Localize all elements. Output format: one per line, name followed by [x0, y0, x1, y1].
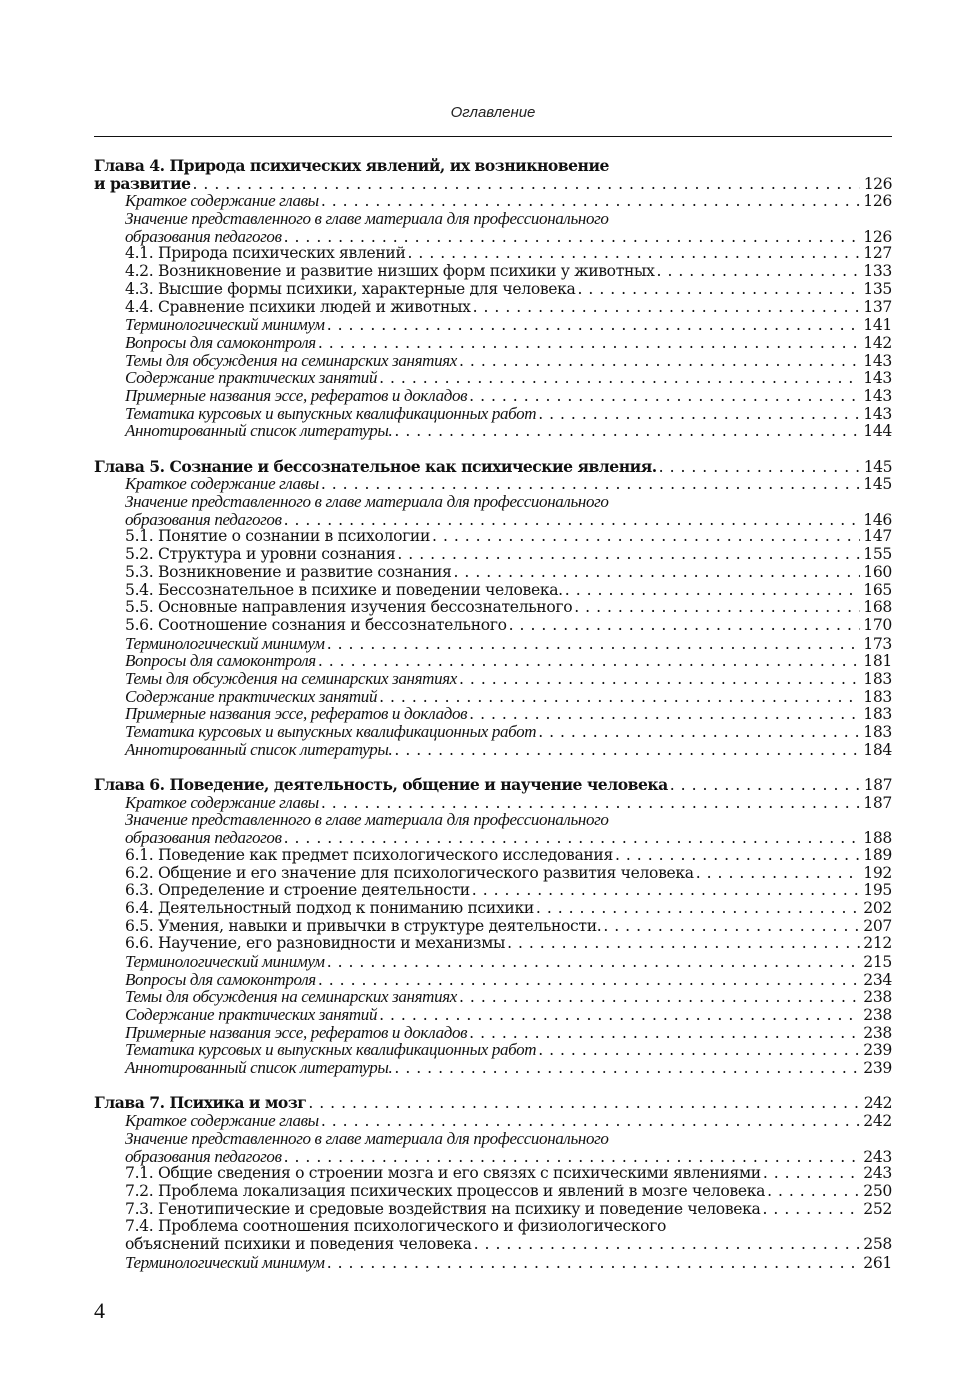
toc-entry[interactable]	[94, 635, 892, 653]
toc-entry[interactable]	[94, 900, 892, 918]
toc-entry-title: 7.2. Проблема локализация психических процессов и явлений в мозге человека	[125, 1181, 766, 1200]
toc-entry-page-number: 192	[863, 863, 892, 882]
toc-entry-title: 6.1. Поведение как предмет психологического исследования	[125, 845, 613, 864]
toc-entry-page-number: 183	[863, 687, 892, 706]
dot-leader	[394, 423, 860, 441]
toc-entry-title: 6.5. Умения, навыки и привычки в структуре деятельности.	[125, 916, 602, 935]
toc-entry-title: Темы для обсуждения на семинарских занятиях	[125, 668, 457, 688]
toc-entry-title: Темы для обсуждения на семинарских занятиях	[125, 987, 457, 1007]
dot-leader	[767, 1183, 860, 1201]
dot-leader	[763, 1201, 861, 1219]
toc-entry-cont-title: образования педагогов	[125, 509, 282, 529]
toc-entry[interactable]	[94, 723, 892, 741]
toc-entry[interactable]	[94, 334, 892, 352]
dot-leader	[459, 671, 860, 689]
toc-entry-title: 4.4. Сравнение психики людей и животных	[125, 297, 471, 316]
toc-entry-page-number: 183	[863, 705, 892, 724]
toc-entry-title: 7.4. Проблема соотношения психологического и физиологического	[125, 1217, 667, 1236]
chapter-heading-cont-title: и развитие	[94, 173, 191, 193]
toc-entry[interactable]	[94, 369, 892, 387]
toc-entry-page-number: 168	[863, 598, 892, 617]
chapter-heading-page-number: 145	[863, 457, 892, 476]
toc-entry[interactable]	[94, 422, 892, 440]
toc-entry-title: 6.3. Определение и строение деятельности	[125, 881, 470, 900]
toc-entry-title: Значение представленного в главе материала для профессионального	[125, 1128, 609, 1148]
toc-entry-page-number: 195	[863, 881, 892, 900]
toc-entry-page-number: 144	[863, 422, 892, 441]
dot-leader	[538, 406, 860, 424]
toc-entry-title: 5.3. Возникновение и развитие сознания	[125, 562, 452, 581]
toc-entry-page-number: 145	[863, 475, 892, 494]
chapter-heading[interactable]	[94, 776, 892, 794]
toc-entry-cont[interactable]	[94, 511, 892, 529]
toc-entry[interactable]	[94, 1130, 892, 1148]
toc-entry-page-number: 135	[863, 279, 892, 298]
dot-leader	[459, 989, 860, 1007]
toc-entry[interactable]	[94, 564, 892, 582]
toc-entry-title: Вопросы для самоконтроля	[125, 969, 316, 989]
dot-leader	[670, 776, 860, 795]
chapter-heading-title: Глава 6. Поведение, деятельность, общение и научение человека	[94, 775, 668, 795]
dot-leader	[327, 636, 860, 654]
dot-leader	[659, 458, 860, 477]
toc-entry[interactable]	[94, 865, 892, 883]
toc-entry-title: Аннотированный список литературы.	[125, 739, 393, 759]
toc-entry-page-number: 215	[863, 952, 892, 971]
toc-entry-title: Краткое содержание главы	[125, 792, 319, 812]
dot-leader	[507, 935, 860, 953]
toc-entry[interactable]	[94, 493, 892, 511]
toc-entry-title: 5.4. Бессознательное в психике и поведении человека.	[125, 580, 563, 599]
toc-entry[interactable]	[94, 316, 892, 334]
chapter-block	[94, 458, 892, 759]
toc-entry[interactable]	[94, 811, 892, 829]
toc-entry-page-number: 243	[863, 1164, 892, 1183]
dot-leader	[472, 882, 860, 900]
toc-entry[interactable]	[94, 387, 892, 405]
dot-leader	[538, 724, 860, 742]
toc-entry[interactable]	[94, 1041, 892, 1059]
toc-entry[interactable]	[94, 935, 892, 953]
toc-entry-page-number: 202	[863, 898, 892, 917]
dot-leader	[615, 847, 860, 865]
table-of-contents	[94, 157, 892, 1289]
toc-entry-page-number: 234	[863, 970, 892, 989]
toc-entry-cont[interactable]	[94, 1148, 892, 1166]
dot-leader	[394, 1060, 860, 1078]
chapter-heading[interactable]	[94, 157, 892, 175]
toc-entry[interactable]	[94, 1059, 892, 1077]
toc-entry-title: Примерные названия эссе, рефератов и докладов	[125, 1022, 468, 1042]
toc-entry[interactable]	[94, 741, 892, 759]
toc-entry-page-number: 252	[863, 1199, 892, 1218]
toc-entry-title: Значение представленного в главе материала для профессионального	[125, 209, 609, 229]
toc-entry-title: 6.2. Общение и его значение для психологического развития человека	[125, 863, 694, 882]
toc-entry-title: 7.1. Общие сведения о строении мозга и его связях с психическими явлениями	[125, 1164, 761, 1183]
toc-entry[interactable]	[94, 794, 892, 812]
chapter-block	[94, 776, 892, 1077]
toc-entry[interactable]	[94, 1254, 892, 1272]
toc-entry-title: Краткое содержание главы	[125, 474, 319, 494]
dot-leader	[763, 1165, 860, 1183]
toc-entry[interactable]	[94, 546, 892, 564]
dot-leader	[318, 335, 860, 353]
toc-entry[interactable]	[94, 263, 892, 281]
dot-leader	[473, 299, 860, 317]
toc-entry-title: 5.2. Структура и уровни сознания	[125, 545, 396, 564]
toc-entry[interactable]	[94, 1218, 892, 1236]
toc-entry-page-number: 147	[863, 527, 892, 546]
toc-entry[interactable]	[94, 1112, 892, 1130]
dot-leader	[696, 865, 860, 883]
dot-leader	[536, 900, 860, 918]
toc-entry-title: 4.1. Природа психических явлений	[125, 244, 406, 263]
dot-leader	[657, 263, 860, 281]
toc-entry-title: Примерные названия эссе, рефератов и докладов	[125, 385, 468, 405]
dot-leader	[327, 954, 860, 972]
toc-entry-page-number: 187	[863, 793, 892, 812]
toc-entry-cont-page-number: 126	[863, 227, 892, 246]
toc-entry-cont-title: объяснений психики и поведения человека	[125, 1234, 472, 1253]
toc-entry-page-number: 143	[863, 404, 892, 423]
dot-leader	[574, 599, 860, 617]
dot-leader	[603, 918, 860, 936]
toc-entry-title: 6.6. Научение, его разновидности и механизмы	[125, 934, 506, 953]
toc-entry-cont-page-number: 258	[863, 1234, 892, 1253]
toc-entry-title: Примерные названия эссе, рефератов и докладов	[125, 704, 468, 724]
chapter-heading-title: Глава 5. Сознание и бессознательное как психические явления.	[94, 456, 657, 476]
toc-entry-cont-title: образования педагогов	[125, 1146, 282, 1166]
toc-entry[interactable]	[94, 352, 892, 370]
dot-leader	[454, 564, 860, 582]
toc-entry-cont-page-number: 146	[863, 510, 892, 529]
toc-entry-page-number: 183	[863, 669, 892, 688]
toc-entry-title: Терминологический минимум	[125, 315, 325, 335]
dot-leader	[459, 353, 860, 371]
dot-leader	[397, 546, 860, 564]
toc-entry[interactable]	[94, 882, 892, 900]
toc-entry[interactable]	[94, 528, 892, 546]
dot-leader	[578, 281, 860, 299]
chapter-heading-cont-page-number: 126	[863, 174, 892, 193]
toc-entry-page-number: 143	[863, 369, 892, 388]
toc-entry-page-number: 242	[863, 1112, 892, 1131]
toc-entry[interactable]	[94, 1024, 892, 1042]
chapter-heading[interactable]	[94, 458, 892, 476]
toc-entry-title: Тематика курсовых и выпускных квалификационных работ	[125, 722, 537, 741]
toc-entry[interactable]	[94, 1165, 892, 1183]
toc-entry[interactable]	[94, 192, 892, 210]
chapter-heading-title: Глава 7. Психика и мозг	[94, 1093, 307, 1113]
toc-entry[interactable]	[94, 1183, 892, 1201]
toc-entry-page-number: 238	[863, 1006, 892, 1024]
toc-entry-title: 5.5. Основные направления изучения бессознательного	[125, 598, 573, 617]
toc-entry-page-number: 155	[863, 545, 892, 564]
toc-entry-title: Вопросы для самоконтроля	[125, 651, 316, 671]
toc-entry[interactable]	[94, 652, 892, 670]
toc-entry[interactable]	[94, 405, 892, 423]
running-head: Оглавление	[450, 104, 536, 121]
toc-entry-page-number: 261	[863, 1253, 892, 1272]
toc-entry[interactable]	[94, 475, 892, 493]
toc-entry[interactable]	[94, 1201, 892, 1219]
toc-entry-title: Содержание практических занятий	[125, 1005, 378, 1024]
toc-entry-title: Терминологический минимум	[125, 633, 325, 653]
dot-leader	[408, 245, 860, 263]
toc-entry-cont[interactable]	[94, 829, 892, 847]
toc-entry-page-number: 143	[863, 386, 892, 405]
toc-entry-page-number: 170	[863, 615, 892, 634]
toc-entry-title: 6.4. Деятельностный подход к пониманию психики	[125, 898, 534, 917]
dot-leader	[509, 617, 860, 635]
toc-entry-title: Содержание практических занятий	[125, 368, 378, 388]
toc-entry-page-number: 238	[863, 988, 892, 1007]
toc-entry-title: Краткое содержание главы	[125, 1111, 319, 1131]
toc-entry-page-number: 250	[863, 1181, 892, 1200]
chapter-heading-page-number: 187	[863, 776, 892, 795]
toc-entry[interactable]	[94, 599, 892, 617]
toc-entry-cont-title: образования педагогов	[125, 828, 282, 848]
toc-entry-page-number: 142	[863, 333, 892, 352]
toc-entry-page-number: 212	[863, 934, 892, 953]
chapter-block	[94, 1094, 892, 1271]
toc-entry[interactable]	[94, 582, 892, 600]
toc-entry-page-number: 137	[863, 297, 892, 316]
toc-entry-title: Терминологический минимум	[125, 951, 325, 971]
toc-entry-title: 4.3. Высшие формы психики, характерные для человека	[125, 279, 576, 298]
dot-leader	[308, 1094, 860, 1113]
toc-entry[interactable]	[94, 245, 892, 263]
toc-entry-title: 5.1. Понятие о сознании в психологии	[125, 527, 431, 546]
toc-entry-cont[interactable]	[94, 1236, 892, 1254]
toc-entry-page-number: 238	[863, 1023, 892, 1042]
toc-entry[interactable]	[94, 971, 892, 989]
toc-entry-page-number: 181	[863, 652, 892, 671]
toc-entry-page-number: 127	[863, 244, 892, 263]
toc-entry-page-number: 239	[863, 1059, 892, 1078]
toc-entry-title: Аннотированный список литературы.	[125, 421, 393, 441]
toc-entry[interactable]	[94, 688, 892, 706]
dot-leader	[474, 1236, 860, 1254]
dot-leader	[432, 528, 860, 546]
toc-entry[interactable]	[94, 988, 892, 1006]
toc-entry[interactable]	[94, 210, 892, 228]
page-number: 4	[94, 1298, 105, 1323]
toc-entry[interactable]	[94, 1006, 892, 1024]
toc-entry-page-number: 133	[863, 262, 892, 281]
toc-entry[interactable]	[94, 953, 892, 971]
toc-entry[interactable]	[94, 281, 892, 299]
toc-entry-title: Краткое содержание главы	[125, 191, 319, 211]
toc-entry-page-number: 239	[863, 1041, 892, 1060]
toc-entry-title: 7.3. Генотипические и средовые воздействия на психику и поведение человека	[125, 1199, 761, 1218]
dot-leader	[327, 1255, 860, 1273]
toc-entry-title: Тематика курсовых и выпускных квалификационных работ	[125, 1040, 537, 1060]
chapter-heading[interactable]	[94, 1094, 892, 1112]
toc-entry-title: 4.2. Возникновение и развитие низших форм психики у животных	[125, 262, 655, 281]
toc-entry[interactable]	[94, 299, 892, 317]
chapter-block	[94, 157, 892, 440]
toc-entry-page-number: 183	[863, 723, 892, 741]
toc-entry-page-number: 189	[863, 845, 892, 864]
toc-entry-cont-title: образования педагогов	[125, 226, 282, 246]
toc-entry-title: Темы для обсуждения на семинарских занятиях	[125, 350, 457, 370]
toc-entry-page-number: 126	[863, 192, 892, 211]
toc-entry-page-number: 184	[863, 740, 892, 759]
toc-entry-page-number: 173	[863, 634, 892, 653]
toc-entry[interactable]	[94, 847, 892, 865]
dot-leader	[469, 388, 860, 406]
dot-leader	[565, 582, 860, 600]
toc-entry-cont-page-number: 243	[863, 1147, 892, 1166]
toc-entry-page-number: 160	[863, 562, 892, 581]
dot-leader	[327, 317, 860, 335]
toc-entry-title: Содержание практических занятий	[125, 686, 378, 706]
chapter-heading-title: Глава 4. Природа психических явлений, их возникновение	[94, 156, 609, 175]
chapter-heading-page-number: 242	[863, 1094, 892, 1113]
dot-leader	[538, 1042, 860, 1060]
toc-entry-title: Аннотированный список литературы.	[125, 1058, 393, 1078]
toc-entry-title: 5.6. Соотношение сознания и бессознательного	[125, 615, 507, 634]
dot-leader	[394, 742, 860, 760]
toc-entry-title: Значение представленного в главе материала для профессионального	[125, 810, 609, 830]
toc-entry-page-number: 141	[863, 316, 892, 335]
toc-entry-title: Вопросы для самоконтроля	[125, 332, 316, 352]
toc-entry[interactable]	[94, 918, 892, 936]
toc-entry-title: Значение представленного в главе материала для профессионального	[125, 492, 609, 512]
toc-entry[interactable]	[94, 670, 892, 688]
toc-entry[interactable]	[94, 705, 892, 723]
toc-entry-page-number: 207	[863, 916, 892, 935]
toc-entry-cont-page-number: 188	[863, 829, 892, 848]
toc-entry-cont[interactable]	[94, 228, 892, 246]
toc-entry[interactable]	[94, 617, 892, 635]
header-rule	[94, 136, 892, 137]
toc-entry-title: Терминологический минимум	[125, 1252, 325, 1272]
toc-entry-page-number: 165	[863, 580, 892, 599]
chapter-heading-cont[interactable]	[94, 175, 892, 193]
toc-entry-title: Тематика курсовых и выпускных квалификационных работ	[125, 403, 537, 423]
toc-entry-page-number: 143	[863, 351, 892, 370]
